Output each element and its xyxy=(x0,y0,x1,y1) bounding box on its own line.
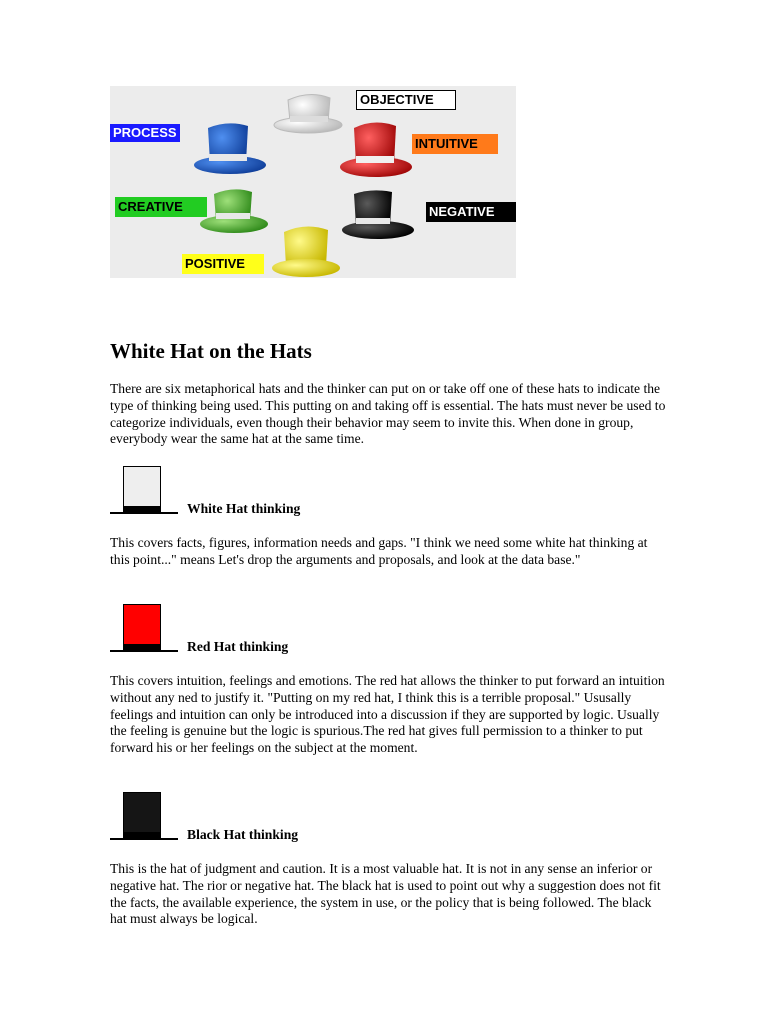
label-positive: POSITIVE xyxy=(182,254,264,274)
black-hat-icon xyxy=(342,190,414,239)
label-objective: OBJECTIVE xyxy=(356,90,456,110)
white-hat-icon xyxy=(110,466,180,516)
label-process: PROCESS xyxy=(110,124,180,142)
red-hat-icon xyxy=(340,122,412,177)
hats-drawing xyxy=(110,86,516,278)
label-creative: CREATIVE xyxy=(115,197,207,217)
intro-paragraph: There are six metaphorical hats and the thinker can put on or take off one of these hats to indicate the type of thinking being used. This putting on and taking off is essential. The hats must never be used to categorize individuals, even though their behavior may seem to invite this. When done in group, everybody wear the same hat at the same time. xyxy=(110,381,666,447)
page-title: White Hat on the Hats xyxy=(110,339,312,363)
label-intuitive: INTUITIVE xyxy=(412,134,498,154)
section-title-white-hat: White Hat thinking xyxy=(187,501,301,516)
six-hats-illustration xyxy=(110,86,516,278)
section-text-black-hat: This is the hat of judgment and caution. It is a most valuable hat. It is not in any sense an inferior or negative hat. The rior or negative hat. The black hat is used to point out why a suggestion does not fit the facts, the available experience, the system in use, or the policy that is being followed. The black hat must always be logical. xyxy=(110,861,661,927)
red-hat-icon xyxy=(110,604,180,654)
section-text-red-hat: This covers intuition, feelings and emotions. The red hat allows the thinker to put forward an intuition without any ned to justify it. "Putting on my red hat, I think this is a terrible proposal." Ususally feelings and intuition can only be introduced into a discussion if they are supported by logic. Usually the feeling is genuine but the logic is spurious.The red hat gives full permission to a thinker to put forward his or her feelings on the subject at the moment. xyxy=(110,673,665,756)
yellow-hat-icon xyxy=(272,226,340,277)
section-title-black-hat: Black Hat thinking xyxy=(187,827,299,842)
section-text-white-hat: This covers facts, figures, information needs and gaps. "I think we need some white hat thinking at this point..." means Let's drop the arguments and proposals, and look at the data base." xyxy=(110,535,648,567)
section-title-red-hat: Red Hat thinking xyxy=(187,639,289,654)
green-hat-icon xyxy=(200,189,268,233)
label-negative: NEGATIVE xyxy=(426,202,516,222)
white-hat-icon xyxy=(274,94,342,133)
blue-hat-icon xyxy=(194,123,266,174)
black-hat-icon xyxy=(110,792,180,842)
